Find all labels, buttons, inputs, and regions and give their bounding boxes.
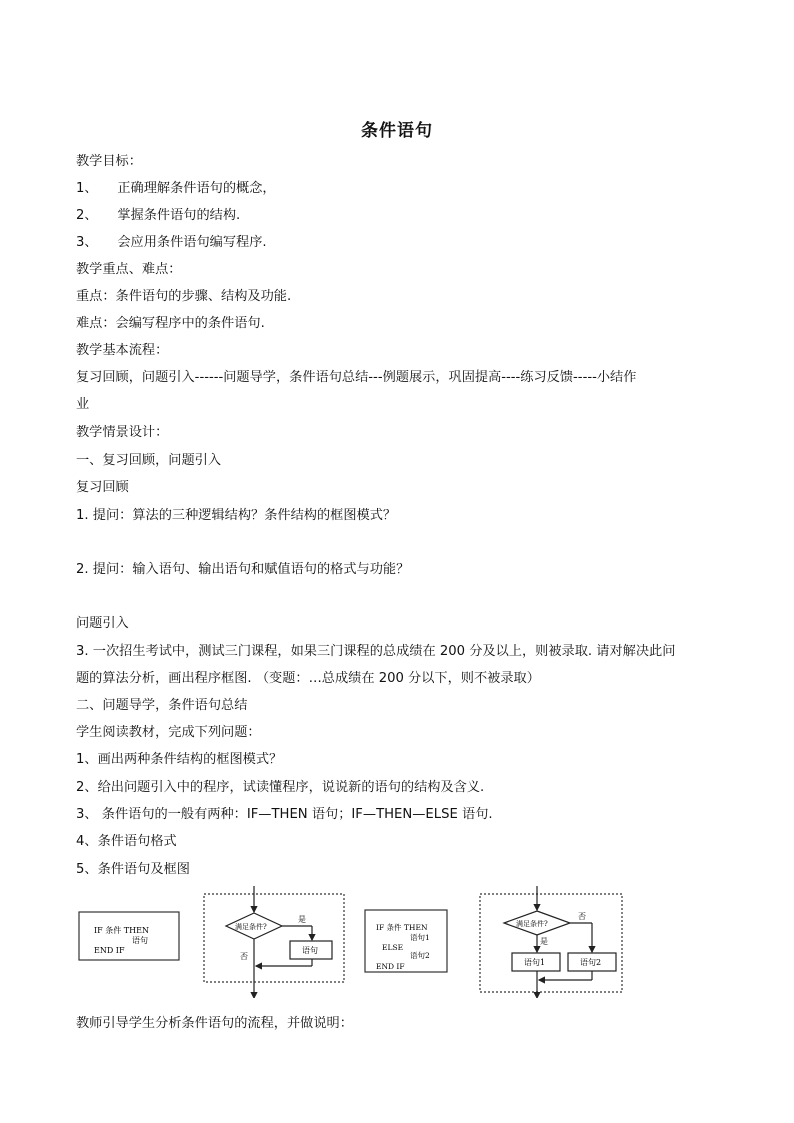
if-then-yes-label: 是 <box>298 915 306 924</box>
problem-3: 3. 一次招生考试中，测试三门课程，如果三门课程的总成绩在 200 分及以上，则被录取. 请对解决此问 <box>76 644 676 659</box>
goal-3: 3、 会应用条件语句编写程序. <box>76 235 267 250</box>
if-else-statement2-label: 语句2 <box>580 958 602 967</box>
problem-intro-heading: 问题引入 <box>76 616 129 631</box>
key-point: 重点：条件语句的步骤、结构及功能. <box>76 289 292 304</box>
if-else-code-line2: 语句1 <box>410 933 430 942</box>
if-then-statement-label: 语句 <box>302 946 318 955</box>
design-heading: 教学情景设计： <box>76 425 169 440</box>
process-line-cont: 业 <box>76 397 90 412</box>
review-heading: 复习回顾 <box>76 480 129 495</box>
task-1: 1、画出两种条件结构的框图模式？ <box>76 752 283 767</box>
problem-3-cont: 题的算法分析，画出程序框图. （变题：…总成绩在 200 分以下，则不被录取） <box>76 671 540 686</box>
task-5: 5、条件语句及框图 <box>76 862 190 877</box>
if-then-code-line2: 语句 <box>132 936 148 945</box>
if-then-code-line1: IF 条件 THEN <box>94 926 149 935</box>
if-then-no-label: 否 <box>240 952 248 961</box>
goal-1: 1、 正确理解条件语句的概念， <box>76 181 276 196</box>
goal-2: 2、 掌握条件语句的结构. <box>76 208 241 223</box>
if-else-code-line1: IF 条件 THEN <box>376 923 428 932</box>
question-2: 2. 提问：输入语句、输出语句和赋值语句的格式与功能？ <box>76 562 410 577</box>
if-else-yes-label: 是 <box>540 937 548 946</box>
if-else-decision-label: 满足条件? <box>516 920 548 928</box>
if-else-code-line4: 语句2 <box>410 951 430 960</box>
key-points-heading: 教学重点、难点： <box>76 262 182 277</box>
if-else-code-line5: END IF <box>376 962 405 971</box>
task-3: 3、 条件语句的一般有两种：IF—THEN 语句；IF—THEN—ELSE 语句. <box>76 807 493 822</box>
task-4: 4、条件语句格式 <box>76 834 177 849</box>
if-then-code-line3: END IF <box>94 946 125 955</box>
section-1-heading: 一、复习回顾，问题引入 <box>76 453 222 468</box>
if-else-code-line3: ELSE <box>382 943 404 952</box>
process-heading: 教学基本流程： <box>76 343 169 358</box>
if-then-decision-label: 满足条件? <box>235 923 267 931</box>
teaching-goals-heading: 教学目标： <box>76 154 142 169</box>
task-2: 2、给出问题引入中的程序，试读懂程序，说说新的语句的结构及含义. <box>76 780 485 795</box>
difficult-point: 难点：会编写程序中的条件语句. <box>76 316 265 331</box>
reading-instruction: 学生阅读教材，完成下列问题： <box>76 725 261 740</box>
if-then-flowchart <box>76 886 346 998</box>
page-title: 条件语句 <box>361 121 433 141</box>
question-1: 1. 提问：算法的三种逻辑结构？条件结构的框图模式？ <box>76 508 397 523</box>
teacher-guidance: 教师引导学生分析条件语句的流程，并做说明： <box>76 1016 353 1031</box>
section-2-heading: 二、问题导学，条件语句总结 <box>76 698 248 713</box>
process-line: 复习回顾，问题引入------问题导学，条件语句总结---例题展示，巩固提高----练习反馈-----小结作 <box>76 370 637 385</box>
if-else-statement1-label: 语句1 <box>524 958 546 967</box>
if-else-frame <box>480 894 622 992</box>
if-else-no-label: 否 <box>578 912 586 921</box>
if-then-frame <box>204 894 344 982</box>
if-then-else-flowchart <box>362 886 624 998</box>
